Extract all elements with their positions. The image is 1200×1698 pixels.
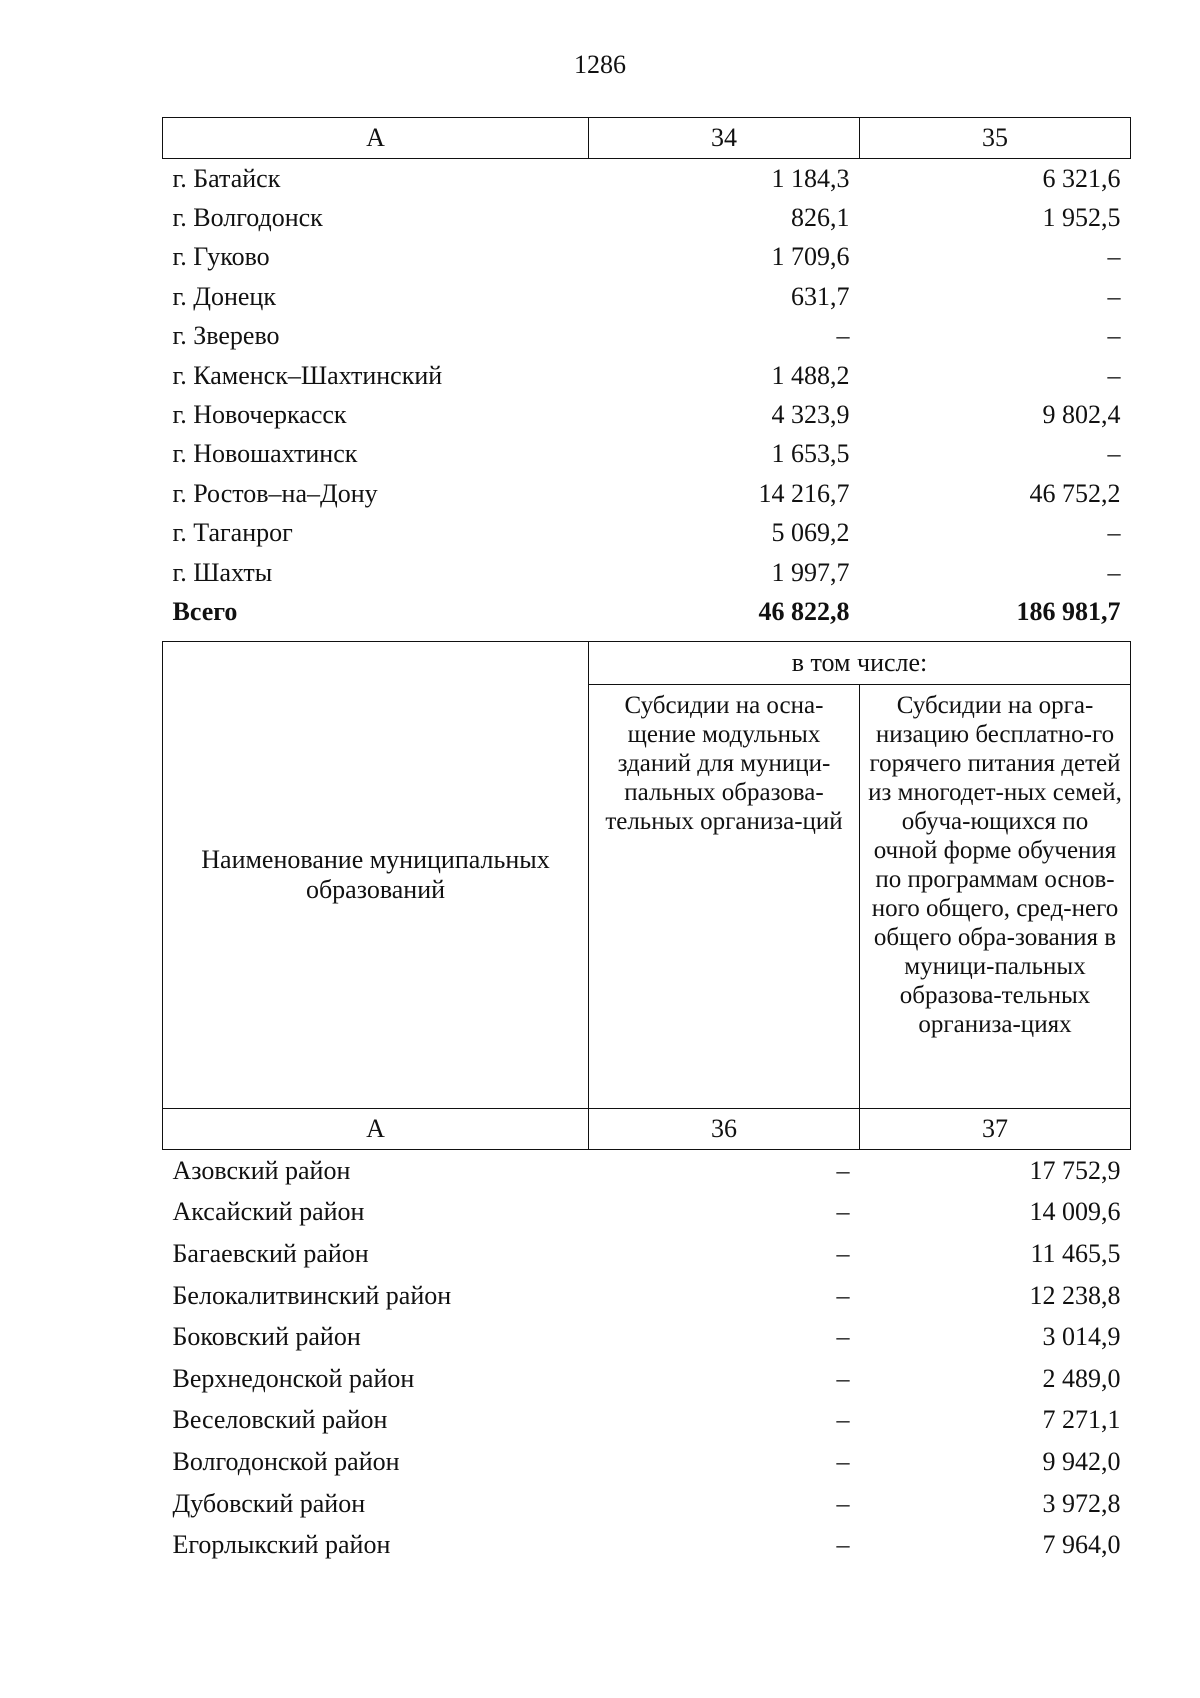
value-cell: – <box>1107 439 1121 469</box>
column-index-a: А <box>163 1109 589 1150</box>
table-row <box>163 317 1131 356</box>
total-row <box>163 592 1131 631</box>
value-cell: 14 216,7 <box>758 478 850 508</box>
table-row <box>163 474 1131 513</box>
table-row <box>163 435 1131 474</box>
value-cell: – <box>836 1197 850 1227</box>
municipality-name-cell: г. Гуково <box>172 242 270 272</box>
value-cell: 7 964,0 <box>1042 1530 1121 1560</box>
column-index-a: А <box>163 118 589 159</box>
table-row <box>163 1316 1131 1358</box>
value-cell: 9 802,4 <box>1042 400 1121 430</box>
municipality-name-cell: Верхнедонской район <box>172 1363 415 1393</box>
municipality-name-cell: Волгодонской район <box>172 1446 400 1476</box>
value-cell: – <box>836 1488 850 1518</box>
value-cell: 826,1 <box>791 203 850 233</box>
value-cell: 14 009,6 <box>1029 1197 1121 1227</box>
municipality-name-cell: Багаевский район <box>172 1238 369 1268</box>
municipality-name-cell: г. Новошахтинск <box>172 439 358 469</box>
value-cell: 5 069,2 <box>771 518 850 548</box>
column-37-header: Субсидии на орга-низацию бесплатно-го горячего питания детей из многодет-ных семей, обуча-ющихся по очной форме обучения по программам основ-ного общего, сред-него общего обра-зования в муници-пальных образова-тельных организа-циях <box>860 685 1131 1109</box>
municipality-name-cell: г. Волгодонск <box>172 203 323 233</box>
value-cell: – <box>1107 281 1121 311</box>
municipality-name-cell: Азовский район <box>172 1155 351 1185</box>
column-index-34: 34 <box>589 118 860 159</box>
value-cell: – <box>836 1155 850 1185</box>
table-row <box>163 159 1131 199</box>
municipality-name-cell: Аксайский район <box>172 1197 365 1227</box>
value-cell: 1 997,7 <box>771 557 850 587</box>
value-cell: – <box>1107 242 1121 272</box>
value-cell: 1 184,3 <box>771 163 850 193</box>
bottom-column-index-row <box>163 1109 1131 1150</box>
table-row <box>163 395 1131 434</box>
table-row <box>163 1150 1131 1192</box>
table-row <box>163 553 1131 592</box>
value-cell: – <box>836 1446 850 1476</box>
column-index-36: 36 <box>589 1109 860 1150</box>
table-row <box>163 1358 1131 1400</box>
value-cell: 186 981,7 <box>1016 596 1121 626</box>
value-cell: – <box>1107 557 1121 587</box>
municipality-name-cell: г. Новочеркасск <box>172 400 347 430</box>
table-row <box>163 1233 1131 1275</box>
value-cell: – <box>836 1322 850 1352</box>
column-36-header: Субсидии на осна-щение модульных зданий для муници-пальных образова-тельных организа-ций <box>589 685 860 1109</box>
value-cell: – <box>1107 321 1121 351</box>
value-cell: 1 709,6 <box>771 242 850 272</box>
value-cell: – <box>836 1238 850 1268</box>
page-number: 1286 <box>574 50 626 79</box>
value-cell: 3 014,9 <box>1042 1322 1121 1352</box>
municipality-name-cell: Веселовский район <box>172 1405 388 1435</box>
table-row <box>163 1192 1131 1234</box>
municipality-name-cell: Дубовский район <box>172 1488 366 1518</box>
value-cell: 2 489,0 <box>1042 1363 1121 1393</box>
municipality-name-cell: Всего <box>172 596 238 626</box>
column-index-35: 35 <box>860 118 1131 159</box>
municipality-name-cell: г. Каменск–Шахтинский <box>172 360 443 390</box>
top-column-index-row <box>163 118 1131 159</box>
table-row <box>163 1524 1131 1566</box>
municipality-name-cell: г. Таганрог <box>172 518 293 548</box>
value-cell: – <box>836 1405 850 1435</box>
table-row <box>163 356 1131 395</box>
municipality-name-cell: Боковский район <box>172 1322 361 1352</box>
municipality-name-cell: г. Донецк <box>172 281 276 311</box>
value-cell: 1 488,2 <box>771 360 850 390</box>
table-row <box>163 198 1131 237</box>
value-cell: 46 822,8 <box>758 596 850 626</box>
top-data-table <box>162 117 1131 632</box>
table-row <box>163 1275 1131 1317</box>
value-cell: 6 321,6 <box>1042 163 1121 193</box>
municipality-name-cell: Егорлыкский район <box>172 1530 391 1560</box>
value-cell: 1 952,5 <box>1042 203 1121 233</box>
column-index-37: 37 <box>860 1109 1131 1150</box>
municipality-name-cell: г. Шахты <box>172 557 273 587</box>
municipality-name-header: Наименование муниципальных образований <box>163 642 589 1109</box>
municipality-name-cell: Белокалитвинский район <box>172 1280 452 1310</box>
value-cell: 1 653,5 <box>771 439 850 469</box>
table-row <box>163 238 1131 277</box>
municipality-name-cell: г. Батайск <box>172 163 281 193</box>
value-cell: 3 972,8 <box>1042 1488 1121 1518</box>
value-cell: 12 238,8 <box>1029 1280 1121 1310</box>
value-cell: 631,7 <box>791 281 850 311</box>
value-cell: 46 752,2 <box>1029 478 1121 508</box>
including-group-header: в том числе: <box>589 642 1131 685</box>
table-row <box>163 1400 1131 1442</box>
bottom-data-table <box>162 641 1131 1566</box>
municipality-name-cell: г. Ростов–на–Дону <box>172 478 378 508</box>
value-cell: – <box>836 1280 850 1310</box>
value-cell: 17 752,9 <box>1029 1155 1121 1185</box>
table-row <box>163 514 1131 553</box>
value-cell: 7 271,1 <box>1042 1405 1121 1435</box>
value-cell: – <box>836 1363 850 1393</box>
table-row <box>163 277 1131 316</box>
value-cell: – <box>1107 360 1121 390</box>
value-cell: – <box>836 321 850 351</box>
value-cell: 9 942,0 <box>1042 1446 1121 1476</box>
municipality-name-cell: г. Зверево <box>172 321 280 351</box>
table-row <box>163 1441 1131 1483</box>
table-row <box>163 1483 1131 1525</box>
value-cell: – <box>836 1530 850 1560</box>
value-cell: 4 323,9 <box>771 400 850 430</box>
value-cell: 11 465,5 <box>1030 1238 1121 1268</box>
value-cell: – <box>1107 518 1121 548</box>
